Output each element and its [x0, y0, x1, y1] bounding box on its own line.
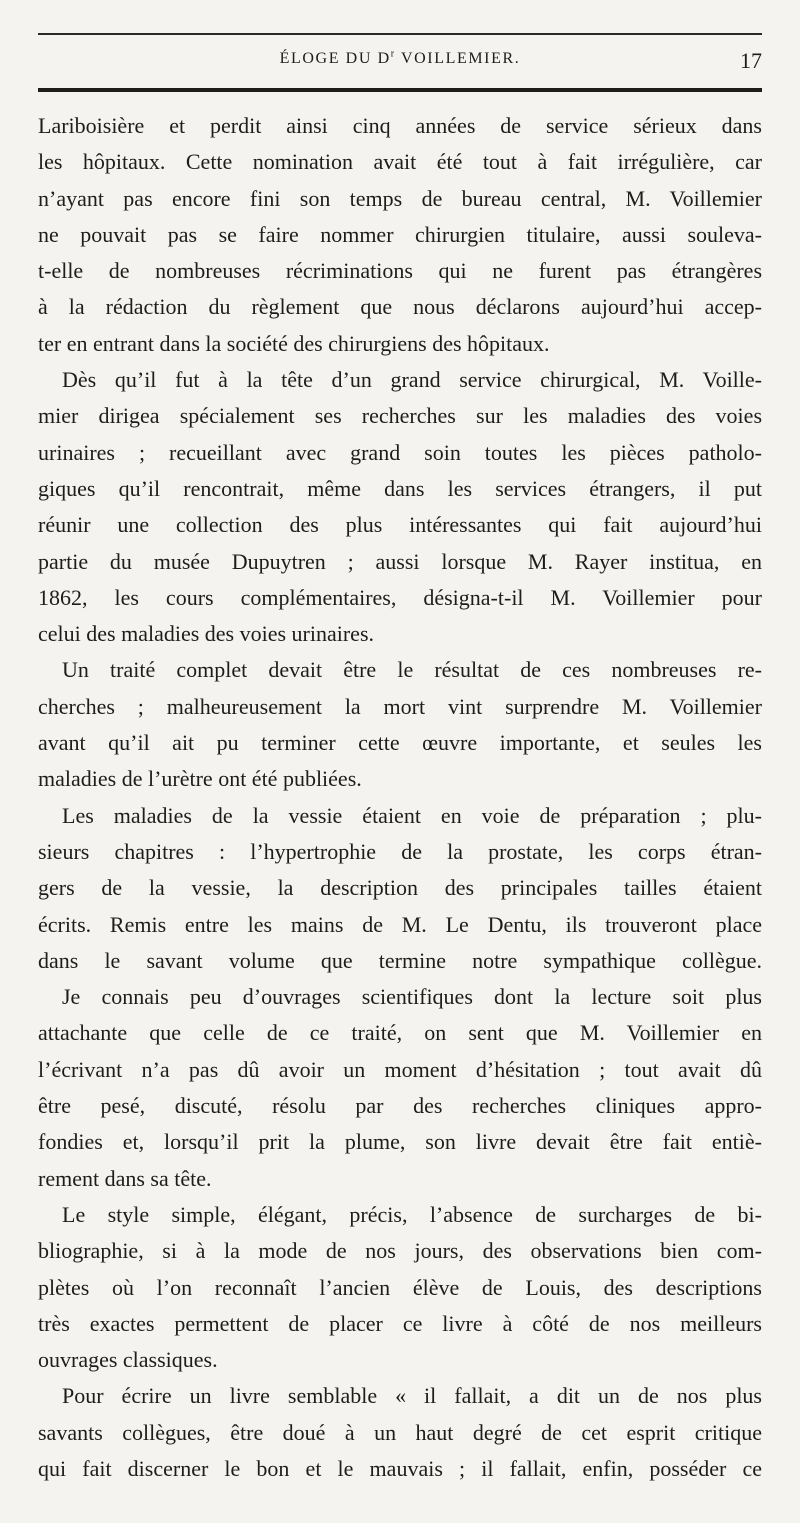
text-line: fondies et, lorsqu’il prit la plume, son livre devait être fait entiè-	[38, 1129, 762, 1155]
text-line: Dès qu’il fut à la tête d’un grand service chirurgical, M. Voille-	[62, 367, 762, 393]
running-title-suffix: VOILLEMIER.	[395, 50, 521, 67]
text-line: écrits. Remis entre les mains de M. Le Dentu, ils trouveront place	[38, 911, 762, 937]
text-line: maladies de l’urètre ont été publiées.	[38, 766, 362, 792]
text-line: réunir une collection des plus intéressantes qui fait aujourd’hui	[38, 512, 762, 538]
running-title-main: ÉLOGE DU D	[279, 50, 391, 67]
text-line: ouvrages classiques.	[38, 1347, 218, 1373]
text-line: urinaires ; recueillant avec grand soin toutes les pièces patholo-	[38, 439, 762, 465]
text-line: cherches ; malheureusement la mort vint surprendre M. Voillemier	[38, 693, 762, 719]
text-line: rement dans sa tête.	[38, 1165, 212, 1191]
text-line: à la rédaction du règlement que nous déclarons aujourd’hui accep-	[38, 294, 762, 320]
text-line: 1862, les cours complémentaires, désigna-t-il M. Voillemier pour	[38, 584, 762, 610]
text-line: plètes où l’on reconnaît l’ancien élève de Louis, des descriptions	[38, 1274, 762, 1300]
text-line: Un traité complet devait être le résultat de ces nombreuses re-	[62, 657, 762, 683]
text-line: mier dirigea spécialement ses recherches sur les maladies des voies	[38, 403, 762, 429]
text-line: giques qu’il rencontrait, même dans les services étrangers, il put	[38, 475, 762, 501]
text-line: attachante que celle de ce traité, on sent que M. Voillemier en	[38, 1020, 762, 1046]
text-line: savants collègues, être doué à un haut degré de cet esprit critique	[38, 1419, 762, 1445]
text-line: partie du musée Dupuytren ; aussi lorsque M. Rayer institua, en	[38, 548, 762, 574]
text-line: t-elle de nombreuses récriminations qui ne furent pas étrangères	[38, 258, 762, 284]
text-line: l’écrivant n’a pas dû avoir un moment d’hésitation ; tout avait dû	[38, 1056, 762, 1082]
text-line: Le style simple, élégant, précis, l’absence de surcharges de bi-	[62, 1201, 762, 1227]
body-text	[38, 108, 762, 1487]
running-head	[38, 48, 762, 74]
page-number: 17	[740, 48, 762, 73]
text-line: Lariboisière et perdit ainsi cinq années de service sérieux dans	[38, 113, 762, 138]
text-line: sieurs chapitres : l’hypertrophie de la prostate, les corps étran-	[38, 838, 762, 864]
text-line: ne pouvait pas se faire nommer chirurgien titulaire, aussi souleva-	[38, 221, 762, 247]
text-line: Je connais peu d’ouvrages scientifiques dont la lecture soit plus	[62, 984, 762, 1010]
text-line: être pesé, discuté, résolu par des recherches cliniques appro-	[38, 1093, 762, 1119]
text-line: gers de la vessie, la description des principales tailles étaient	[38, 875, 762, 901]
text-line: n’ayant pas encore fini son temps de bureau central, M. Voillemier	[38, 185, 762, 211]
text-line: dans le savant volume que termine notre sympathique collègue.	[38, 947, 762, 973]
header-rule-bottom	[38, 88, 762, 92]
running-title	[38, 50, 762, 68]
text-line: qui fait discerner le bon et le mauvais ; il fallait, enfin, posséder ce	[38, 1455, 762, 1481]
text-line: les hôpitaux. Cette nomination avait été tout à fait irrégulière, car	[38, 149, 762, 175]
text-line: ter en entrant dans la société des chirurgiens des hôpitaux.	[38, 330, 550, 356]
header-rule-top	[38, 33, 762, 35]
text-line: Pour écrire un livre semblable « il fallait, a dit un de nos plus	[62, 1383, 762, 1409]
text-line: celui des maladies des voies urinaires.	[38, 621, 375, 647]
text-line: très exactes permettent de placer ce livre à côté de nos meilleurs	[38, 1310, 762, 1336]
running-title-superscript: r	[390, 48, 396, 60]
text-line: bliographie, si à la mode de nos jours, des observations bien com-	[38, 1238, 762, 1264]
text-line: avant qu’il ait pu terminer cette œuvre importante, et seules les	[38, 730, 762, 756]
text-line: Les maladies de la vessie étaient en voie de préparation ; plu-	[62, 802, 762, 828]
